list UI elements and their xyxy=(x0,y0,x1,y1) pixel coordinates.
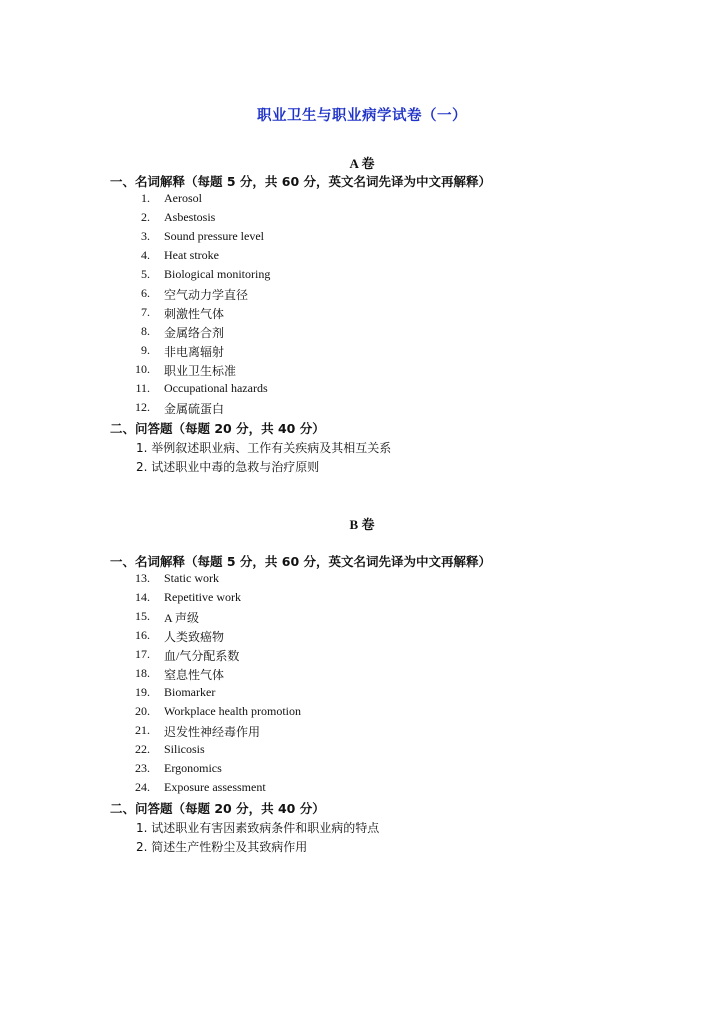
paper-a-section2-heading: 二、问答题（每题 20 分，共 40 分） xyxy=(110,421,325,436)
paper-a-label: A 卷 xyxy=(349,156,375,171)
document-page: 职业卫生与职业病学试卷（一） A 卷 一、名词解释（每题 5 分，共 60 分，英文名词先译为中文再解释） 1. Aerosol 2. Asbestosis 3. Sound pressure level 4. Heat stroke 5. Biological monitoring 6. 空气动力学直径 7. 刺激性气体 8. 金属络合剂 9. 非电离辐射 10. 职业卫生标准 11. Occupational hazards 12. 金属硫蛋白 二、问答题（每题 20 分，共 40 分） 1. 举例叙述职业病、工作有关疾病及其相互关系 2. 试述职业中毒的急救与治疗原则 B 卷 一、名词解释（每题 5 分，共 60 分，英文名词先译为中文再解释） 13. Static work 14. Repetitive work 15. A 声级 16. 人类致癌物 17. 血/气分配系数 18. 窒息性气体 19. Biomarker 20. Workplace health promotion 21. 迟发性神经毒作用 22. Silicosis 23. Ergonomics 24. Exposure assessment 二、问答题（每题 20 分，共 40 分） 1. 试述职业有害因素致病条件和职业病的特点 2. 简述生产性粉尘及其致病作用 xyxy=(0,0,724,1024)
question-item: 1. 举例叙述职业病、工作有关疾病及其相互关系 xyxy=(136,441,392,455)
question-item: 2. 试述职业中毒的急救与治疗原则 xyxy=(136,460,320,474)
question-item: 1. 试述职业有害因素致病条件和职业病的特点 xyxy=(136,821,380,835)
question-item: 2. 简述生产性粉尘及其致病作用 xyxy=(136,840,308,854)
paper-b-section2-heading: 二、问答题（每题 20 分，共 40 分） xyxy=(110,801,325,816)
paper-a-section1-heading: 一、名词解释（每题 5 分，共 60 分，英文名词先译为中文再解释） xyxy=(110,174,492,189)
paper-b-label: B 卷 xyxy=(349,517,375,532)
paper-b-section1-heading: 一、名词解释（每题 5 分，共 60 分，英文名词先译为中文再解释） xyxy=(110,554,492,569)
document-title: 职业卫生与职业病学试卷（一） xyxy=(257,108,467,124)
